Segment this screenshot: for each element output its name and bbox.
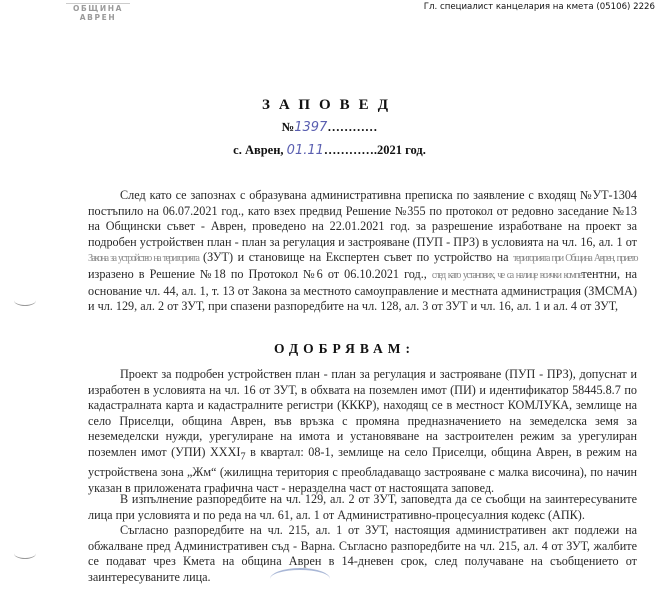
year: 2021 год. — [377, 143, 426, 157]
contact-info: Гл. специалист канцелария на кмета (05106) 2226 — [423, 2, 655, 12]
municipality-logo — [66, 0, 130, 22]
redacted-text: след като установих, че са налице всички компе — [431, 269, 582, 281]
approve-heading: ОДОБРЯВАМ: — [273, 341, 415, 356]
body-paragraph-2: В изпълнение разпоредбите на чл. 129, ал. 2 от ЗУТ, заповедта да се съобщи на заинтересуваните лица при условията и по реда на чл. 61, ал. 1 от Административно-процесуалния кодекс (АПК). — [88, 492, 637, 522]
preamble-paragraph: След като се запознах с образувана административна преписка по заявление с входящ №УТ-1304 постъпило на 06.07.2021 год., като взех предвид Решение №355 по протокол от редовно заседание №13 на Общински съвет - Аврен, проведено на 22.01.2021 год. за разрешение изработване на проект за подробен устройствен план - план за регулация и застрояване (ПУП - ПРЗ) в условията на чл. 16, ал. 1 от Закона за устройство на територията (ЗУТ) и становище на Експертен съвет по устройство на територията при Община Аврен, прието изразено в Решение №18 по Протокол №6 от 06.10.2021 год., след като установих, че са налице всички компетентни, на основание чл. 44, ал. 1, т. 13 от Закона за местното самоуправление и местната администрация (ЗМСМА) и чл. 129, ал. 2 от ЗУТ, при спазени разпоредбите на чл. 128, ал. 3 от ЗУТ и чл. 16, ал. 1 и ал. 4 от ЗУТ, — [88, 188, 638, 314]
scan-artifact — [14, 295, 36, 306]
date-dots: …………. — [323, 143, 378, 157]
redacted-text: територията при Община Аврен, прието — [513, 253, 638, 265]
handwritten-date: 01.11 — [286, 143, 324, 158]
body-paragraph-1: Проект за подробен устройствен план - план за регулация и застрояване (ПУП - ПРЗ), допуснат и изработен в условията на чл. 16 от ЗУТ, в обхвата на поземлен имот (ПИ) и идентификатор 58445.8.7 по кадастралната карта и кадастралните регистри (КККР), находящ се в местност КОМЛУКА, землище на село Приселци, община Аврен, във връзка с промяна предназначението на земеделска земя за неземеделски нужди, урегулиране на имота и установяване на застроителен режим за урегулиран поземлен имот (УПИ) $XXXI_7$ в квартал: 08-1, землище на село Приселци, община Аврен, в режим на устройствена зона „Жм“ (жилищна територия с преобладаващо застрояване с малка височина), по начин указан в приложената графична част - неразделна част от настоящата заповед. — [88, 367, 638, 495]
stamp-seal — [270, 568, 330, 590]
logo-line-2: АВРЕН — [79, 13, 117, 22]
place: с. Аврен, — [233, 143, 284, 157]
document-title: ЗАПОВЕД — [261, 97, 398, 113]
order-number — [0, 120, 659, 135]
handwritten-number: 1397 — [294, 120, 328, 135]
redacted-text: Закона за устройство на територията — [88, 253, 199, 265]
logo-line-1: ОБЩИНА — [73, 4, 123, 13]
scan-artifact — [14, 548, 36, 559]
order-date — [0, 143, 659, 158]
number-dots: ………… — [327, 120, 378, 134]
body-paragraph-3: Съгласно разпоредбите на чл. 215, ал. 1 от ЗУТ, настоящия административен акт подлежи на обжалване пред Административен съд - Варна. Съгласно разпоредбите на чл. 215, ал. 4 от ЗУТ, жалбите се подават чрез Кмета на община Аврен в 14-дневен срок, след получаване на съобщението от заинтересуваните лица. — [88, 523, 637, 584]
number-prefix: № — [281, 120, 295, 134]
